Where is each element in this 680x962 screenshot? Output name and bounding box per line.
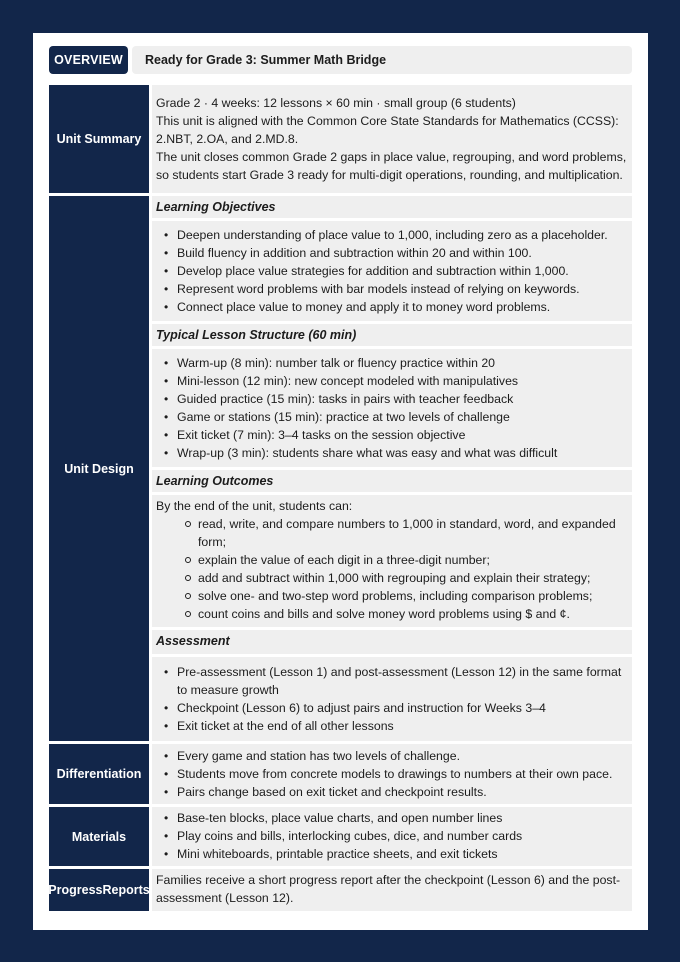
learning-outcomes-list bbox=[156, 515, 628, 623]
list-item: • Students move from concrete models to drawings to numbers at their own pace. bbox=[164, 765, 628, 783]
row-unit-summary bbox=[49, 85, 632, 193]
list-item: • Exit ticket (7 min): 3–4 tasks on the session objective bbox=[164, 426, 628, 444]
learning-outcomes-heading: Learning Outcomes bbox=[152, 470, 632, 492]
list-item: count coins and bills and solve money word problems using $ and ¢. bbox=[184, 605, 628, 623]
list-item: • Mini whiteboards, printable practice sheets, and exit tickets bbox=[164, 845, 628, 863]
label-unit-design: Unit Design bbox=[49, 196, 149, 741]
row-unit-design bbox=[49, 196, 632, 741]
lesson-structure-cell bbox=[152, 349, 632, 467]
list-item: explain the value of each digit in a three-digit number; bbox=[184, 551, 628, 569]
row-differentiation bbox=[49, 744, 632, 804]
assessment-heading: Assessment bbox=[152, 630, 632, 654]
learning-outcomes-cell bbox=[152, 495, 632, 627]
materials-cell bbox=[152, 807, 632, 866]
list-item: • Warm-up (8 min): number talk or fluency practice within 20 bbox=[164, 354, 628, 372]
list-item: solve one- and two-step word problems, including comparison problems; bbox=[184, 587, 628, 605]
summary-line: Grade 2 · 4 weeks: 12 lessons × 60 min · small group (6 students) bbox=[156, 96, 516, 110]
list-item: • Wrap-up (3 min): students share what was easy and what was difficult bbox=[164, 444, 628, 462]
list-item: • Base-ten blocks, place value charts, and open number lines bbox=[164, 809, 628, 827]
label-materials: Materials bbox=[49, 807, 149, 866]
list-item: • Develop place value strategies for addition and subtraction within 1,000. bbox=[164, 262, 628, 280]
list-item: • Every game and station has two levels of challenge. bbox=[164, 747, 628, 765]
summary-line: This unit is aligned with the Common Core State Standards for Mathematics (CCSS): 2.NBT, 2.OA, and 2.MD.8. bbox=[156, 114, 619, 146]
progress-reports-cell: Families receive a short progress report after the checkpoint (Lesson 6) and the post-assessment (Lesson 12). bbox=[152, 869, 632, 911]
page-header bbox=[49, 46, 632, 74]
lesson-structure-heading: Typical Lesson Structure (60 min) bbox=[152, 324, 632, 346]
label-progress-reports-line: Reports bbox=[102, 883, 150, 897]
unit-title: Ready for Grade 3: Summer Math Bridge bbox=[132, 46, 632, 74]
label-differentiation: Differentiation bbox=[49, 744, 149, 804]
outcomes-intro: By the end of the unit, students can: bbox=[156, 499, 353, 513]
list-item: • Play coins and bills, interlocking cubes, dice, and number cards bbox=[164, 827, 628, 845]
list-item: • Deepen understanding of place value to 1,000, including zero as a placeholder. bbox=[164, 226, 628, 244]
learning-objectives-cell bbox=[152, 221, 632, 321]
list-item: • Checkpoint (Lesson 6) to adjust pairs and instruction for Weeks 3–4 bbox=[164, 699, 628, 717]
assessment-cell bbox=[152, 657, 632, 741]
list-item: read, write, and compare numbers to 1,000 in standard, word, and expanded form; bbox=[184, 515, 628, 551]
row-progress-reports bbox=[49, 869, 632, 911]
list-item: • Pairs change based on exit ticket and checkpoint results. bbox=[164, 783, 628, 801]
learning-objectives-list bbox=[156, 226, 628, 316]
list-item: add and subtract within 1,000 with regrouping and explain their strategy; bbox=[184, 569, 628, 587]
label-progress-reports bbox=[49, 869, 149, 911]
differentiation-cell bbox=[152, 744, 632, 804]
learning-objectives-heading: Learning Objectives bbox=[152, 196, 632, 218]
list-item: • Connect place value to money and apply it to money word problems. bbox=[164, 298, 628, 316]
list-item: • Pre-assessment (Lesson 1) and post-assessment (Lesson 12) in the same format to measure growth bbox=[164, 663, 628, 699]
label-progress-reports-line: Progress bbox=[48, 883, 103, 897]
list-item: • Mini-lesson (12 min): new concept modeled with manipulatives bbox=[164, 372, 628, 390]
row-materials bbox=[49, 807, 632, 866]
summary-line: The unit closes common Grade 2 gaps in place value, regrouping, and word problems, so students start Grade 3 ready for multi-digit operations, rounding, and multiplication. bbox=[156, 150, 627, 182]
summary-cell bbox=[152, 85, 632, 193]
overview-table bbox=[49, 85, 632, 914]
list-item: • Guided practice (15 min): tasks in pairs with teacher feedback bbox=[164, 390, 628, 408]
assessment-list bbox=[156, 663, 628, 735]
overview-badge: OVERVIEW bbox=[49, 46, 128, 74]
document-page bbox=[33, 33, 648, 930]
differentiation-list bbox=[156, 747, 628, 801]
list-item: • Build fluency in addition and subtraction within 20 and within 100. bbox=[164, 244, 628, 262]
label-unit-summary: Unit Summary bbox=[49, 85, 149, 193]
list-item: • Represent word problems with bar models instead of relying on keywords. bbox=[164, 280, 628, 298]
materials-list bbox=[156, 809, 628, 863]
lesson-structure-list bbox=[156, 354, 628, 462]
list-item: • Game or stations (15 min): practice at two levels of challenge bbox=[164, 408, 628, 426]
list-item: • Exit ticket at the end of all other lessons bbox=[164, 717, 628, 735]
